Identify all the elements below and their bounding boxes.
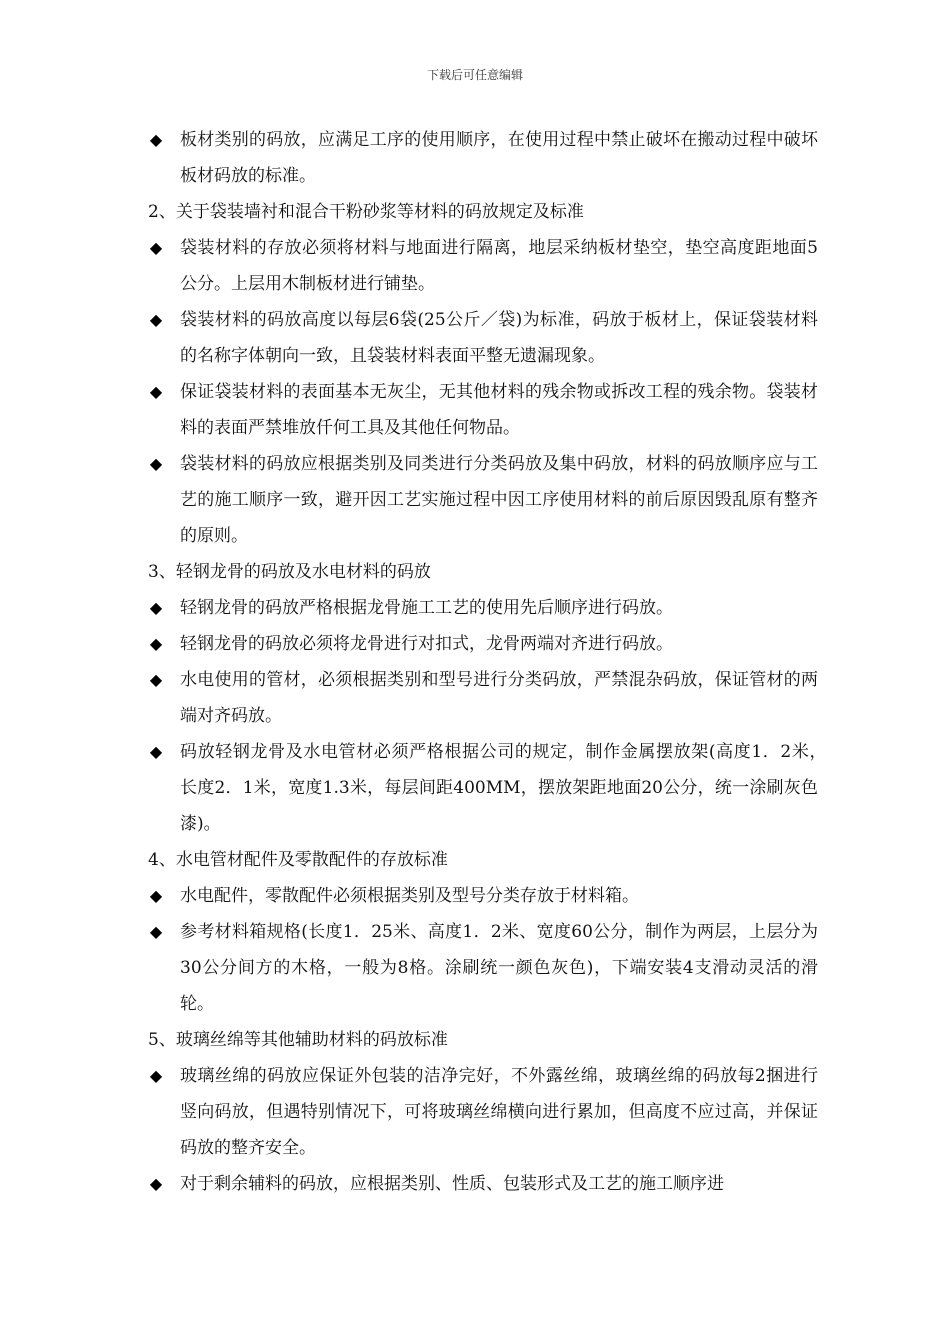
page-header: 下载后可任意编辑 [426,68,523,82]
bullet-item [148,662,818,734]
bullet-text: 袋装材料的码放高度以每层6袋(25公斤／袋)为标准，码放于板材上，保证袋装材料的名称字体朝向一致，且袋装材料表面平整无遗漏现象。 [180,310,818,366]
bullet-text: 码放轻钢龙骨及水电管材必须严格根据公司的规定，制作金属摆放架(高度1．2米， 长度2．1米，宽度1.3米，每层间距400MM，摆放架距地面20公分，统一涂刷灰色漆)。 [180,742,835,834]
section-heading [148,842,818,878]
diamond-bullet-icon: ◆ [149,598,163,617]
bullet-item [148,302,818,374]
heading-text: 2、关于袋装墙衬和混合干粉砂浆等材料的码放规定及标准 [148,202,584,222]
diamond-bullet-icon: ◆ [149,1174,163,1193]
diamond-bullet-icon: ◆ [149,922,163,941]
heading-text: 5、玻璃丝绵等其他辅助材料的码放标准 [148,1030,448,1050]
bullet-text: 玻璃丝绵的码放应保证外包装的洁净完好，不外露丝绵，玻璃丝绵的码放每2捆进行竖向码放，但遇特别情况下，可将玻璃丝绵横向进行累加，但高度不应过高，并保证码放的整齐安全。 [180,1066,818,1158]
heading-text: 4、水电管材配件及零散配件的存放标准 [148,850,448,870]
bullet-item [148,230,818,302]
bullet-text: 轻钢龙骨的码放必须将龙骨进行对扣式，龙骨两端对齐进行码放。 [180,634,673,654]
diamond-bullet-icon: ◆ [149,454,163,473]
bullet-item [148,590,818,626]
diamond-bullet-icon: ◆ [149,886,163,905]
bullet-text: 袋装材料的存放必须将材料与地面进行隔离，地层采纳板材垫空，垫空高度距地面5公分。上层用木制板材进行铺垫。 [180,238,818,294]
bullet-item [148,734,835,842]
section-heading [148,554,818,590]
diamond-bullet-icon: ◆ [149,130,163,149]
diamond-bullet-icon: ◆ [149,238,163,257]
bullet-item [148,122,818,194]
document-body [148,122,835,1202]
bullet-text: 对于剩余辅料的码放，应根据类别、性质、包装形式及工艺的施工顺序进 [180,1174,724,1194]
bullet-text: 参考材料箱规格(长度1．25米、高度1．2米、宽度60公分，制作为两层，上层分为30公分间方的木格，一般为8格。涂刷统一颜色灰色)，下端安装4支滑动灵活的滑轮。 [180,922,818,1014]
bullet-item [148,878,818,914]
heading-text: 3、轻钢龙骨的码放及水电材料的码放 [148,562,431,582]
diamond-bullet-icon: ◆ [149,382,163,401]
bullet-text: 轻钢龙骨的码放严格根据龙骨施工工艺的使用先后顺序进行码放。 [180,598,673,618]
bullet-item [148,1058,818,1166]
bullet-text: 保证袋装材料的表面基本无灰尘，无其他材料的残余物或拆改工程的残余物。袋装材料的表面严禁堆放仟何工具及其他任何物品。 [180,382,818,438]
section-heading [148,1022,818,1058]
diamond-bullet-icon: ◆ [149,742,163,761]
diamond-bullet-icon: ◆ [149,670,163,689]
bullet-item [148,626,818,662]
bullet-text: 水电使用的管材，必须根据类别和型号进行分类码放，严禁混杂码放，保证管材的两端对齐码放。 [180,670,818,726]
diamond-bullet-icon: ◆ [149,634,163,653]
bullet-text: 水电配件，零散配件必须根据类别及型号分类存放于材料箱。 [180,886,639,906]
bullet-text: 板材类别的码放，应满足工序的使用顺序，在使用过程中禁止破坏在搬动过程中破坏板材码放的标准。 [180,130,818,186]
diamond-bullet-icon: ◆ [149,310,163,329]
bullet-item [148,1166,818,1202]
section-heading [148,194,818,230]
bullet-item [148,914,818,1022]
bullet-item [148,446,818,554]
bullet-item [148,374,818,446]
bullet-text: 袋装材料的码放应根据类别及同类进行分类码放及集中码放，材料的码放顺序应与工艺的施工顺序一致，避开因工艺实施过程中因工序使用材料的前后原因毁乱原有整齐的原则。 [180,454,818,546]
diamond-bullet-icon: ◆ [149,1066,163,1085]
